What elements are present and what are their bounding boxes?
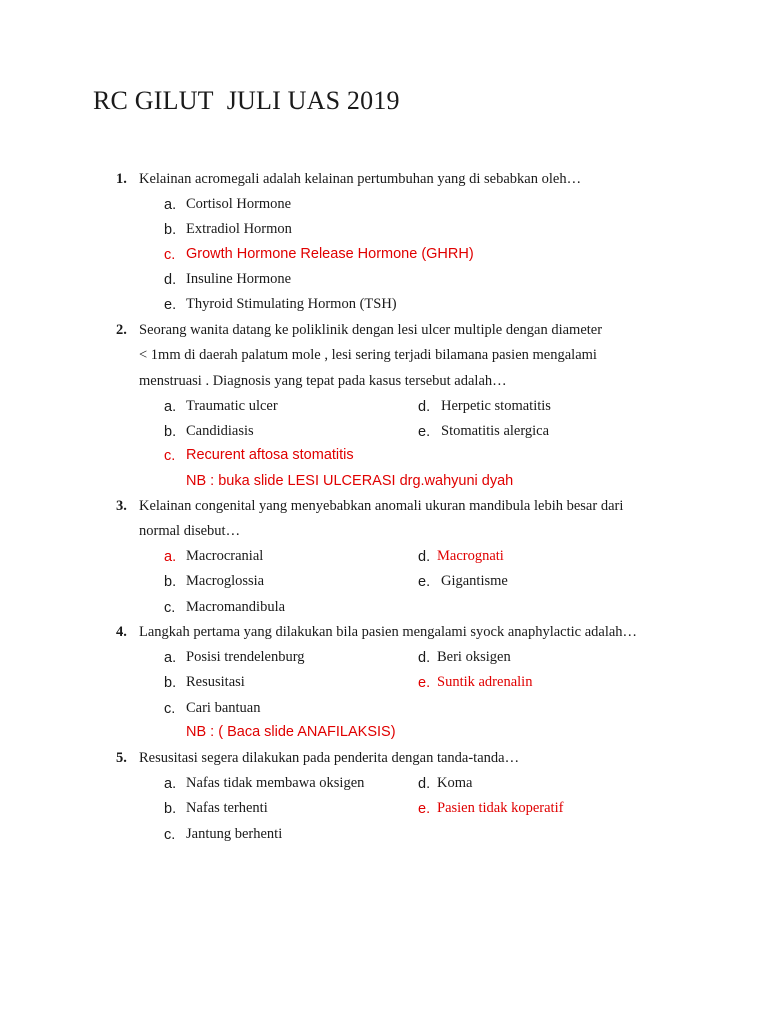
answer-option-text: Growth Hormone Release Hormone (GHRH) [186, 246, 474, 262]
option-letter: d. [164, 272, 177, 288]
option-text: Traumatic ulcer [186, 398, 278, 414]
question-number: 4. [116, 624, 127, 640]
option-letter: d. [418, 776, 431, 792]
option-letter: e. [164, 297, 177, 313]
option-text: Thyroid Stimulating Hormon (TSH) [186, 296, 397, 312]
option-text: Macromandibula [186, 599, 286, 615]
option-text: Macroglossia [186, 573, 265, 589]
answer-note: NB : ( Baca slide ANAFILAKSIS) [186, 724, 396, 740]
option-text: Resusitasi [186, 674, 245, 690]
option-letter: b. [164, 675, 177, 691]
question-text: < 1mm di daerah palatum mole , lesi sering terjadi bilamana pasien mengalami [139, 347, 597, 363]
answer-option-letter: a. [164, 549, 177, 565]
option-letter: c. [164, 701, 176, 717]
answer-option-letter: e. [418, 801, 431, 817]
answer-option-text: Macrognati [437, 548, 504, 564]
option-text: Nafas tidak membawa oksigen [186, 775, 365, 791]
page-title: RC GILUT JULI UAS 2019 [93, 86, 400, 115]
question-number: 1. [116, 171, 127, 187]
option-letter: d. [418, 399, 431, 415]
question-text: Resusitasi segera dilakukan pada penderita dengan tanda-tanda… [139, 750, 520, 766]
option-text: Stomatitis alergica [441, 423, 550, 439]
option-text: Koma [437, 775, 473, 791]
option-letter: b. [164, 222, 177, 238]
question-number: 2. [116, 322, 127, 338]
option-letter: a. [164, 399, 177, 415]
option-letter: b. [164, 801, 177, 817]
option-text: Jantung berhenti [186, 826, 283, 842]
option-text: Macrocranial [186, 548, 264, 564]
option-text: Candidiasis [186, 423, 254, 439]
option-letter: b. [164, 574, 177, 590]
option-letter: d. [418, 650, 431, 666]
answer-option-text: Recurent aftosa stomatitis [186, 447, 354, 463]
question-text: Langkah pertama yang dilakukan bila pasien mengalami syock anaphylactic adalah… [139, 624, 638, 640]
question-number: 5. [116, 750, 127, 766]
question-text: Seorang wanita datang ke poliklinik dengan lesi ulcer multiple dengan diameter [139, 322, 603, 338]
answer-option-text: Suntik adrenalin [437, 674, 533, 690]
option-letter: b. [164, 424, 177, 440]
option-text: Nafas terhenti [186, 800, 268, 816]
question-text: normal disebut… [139, 523, 241, 539]
answer-option-letter: c. [164, 247, 176, 263]
option-letter: c. [164, 827, 176, 843]
answer-option-letter: e. [418, 675, 431, 691]
option-letter: e. [418, 424, 431, 440]
answer-option-text: Pasien tidak koperatif [437, 800, 564, 816]
question-number: 3. [116, 498, 127, 514]
option-text: Herpetic stomatitis [441, 398, 551, 414]
option-letter: a. [164, 650, 177, 666]
option-letter: a. [164, 776, 177, 792]
option-letter: c. [164, 600, 176, 616]
question-text: menstruasi . Diagnosis yang tepat pada kasus tersebut adalah… [139, 373, 507, 389]
answer-option-letter: c. [164, 448, 176, 464]
option-text: Extradiol Hormon [186, 221, 292, 237]
option-text: Gigantisme [441, 573, 508, 589]
option-text: Cari bantuan [186, 700, 261, 716]
question-text: Kelainan acromegali adalah kelainan pertumbuhan yang di sebabkan oleh… [139, 171, 582, 187]
option-text: Posisi trendelenburg [186, 649, 305, 665]
question-text: Kelainan congenital yang menyebabkan anomali ukuran mandibula lebih besar dari [139, 498, 624, 514]
option-text: Beri oksigen [437, 649, 511, 665]
answer-note: NB : buka slide LESI ULCERASI drg.wahyuni dyah [186, 473, 514, 489]
option-letter: d. [418, 549, 431, 565]
option-letter: e. [418, 574, 431, 590]
option-text: Cortisol Hormone [186, 196, 292, 212]
option-letter: a. [164, 197, 177, 213]
option-text: Insuline Hormone [186, 271, 292, 287]
